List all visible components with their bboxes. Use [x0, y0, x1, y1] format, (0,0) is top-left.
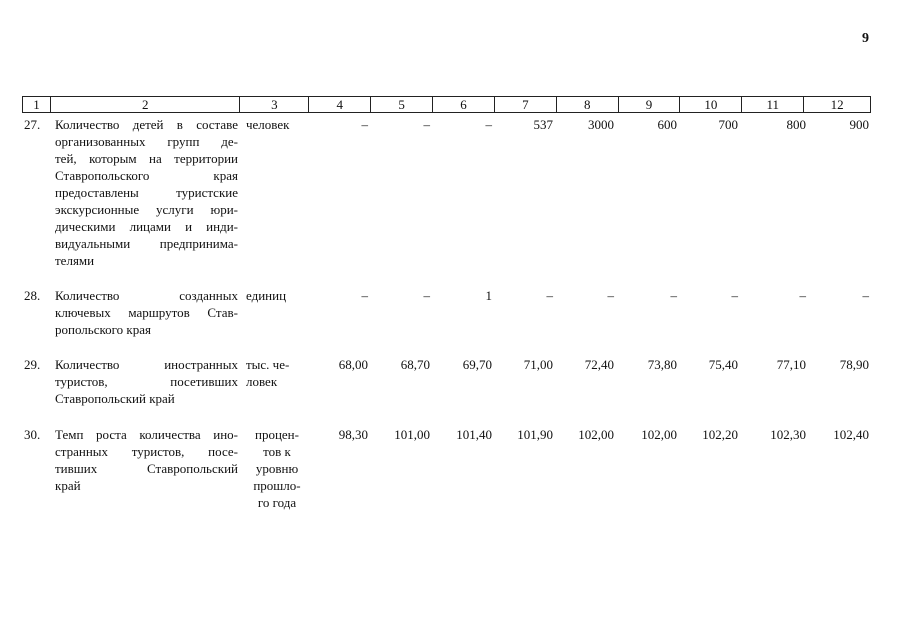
- description-line: ключевых маршрутов Став-: [55, 305, 238, 320]
- header-cell-5: 5: [371, 97, 433, 112]
- value-cell-col-10: 75,40: [708, 357, 738, 372]
- value-cell-col-11: 77,10: [776, 357, 806, 372]
- description-line: странных туристов, посе-: [55, 444, 238, 459]
- unit-of-measure: [246, 287, 308, 304]
- value-cell-col-4: –: [361, 117, 368, 132]
- row-number: 28.: [24, 288, 41, 303]
- value-cell-col-6: 69,70: [462, 357, 492, 372]
- row-number: 29.: [24, 357, 41, 372]
- value-cell-col-5: –: [423, 117, 430, 132]
- header-cell-11: 11: [742, 97, 804, 112]
- value-cell-col-9: 102,00: [641, 427, 677, 442]
- value-cell-col-12: 102,40: [833, 427, 869, 442]
- description-line: экскурсионные услуги юри-: [55, 202, 238, 217]
- value-cell-col-12: 900: [849, 117, 869, 132]
- unit-of-measure: [246, 426, 308, 511]
- value-cell-col-6: 101,40: [456, 427, 492, 442]
- value-cell-col-6: 1: [485, 288, 492, 303]
- value-cell-col-11: 102,30: [770, 427, 806, 442]
- description-line: край: [55, 478, 81, 493]
- description-line: Количество иностранных: [55, 357, 238, 372]
- indicator-description: [55, 356, 238, 407]
- unit-line: го года: [257, 495, 297, 510]
- value-cell-col-7: 101,90: [517, 427, 553, 442]
- value-cell-col-4: –: [361, 288, 368, 303]
- indicator-description: [55, 116, 238, 269]
- indicator-description: [55, 287, 238, 338]
- row-number: 30.: [24, 427, 41, 442]
- row-number: 27.: [24, 117, 41, 132]
- unit-line: прошло-: [253, 478, 301, 493]
- page-number: 9: [862, 31, 869, 46]
- indicator-description: [55, 426, 238, 494]
- unit-line: тыс. че-: [246, 357, 290, 372]
- value-cell-col-9: –: [670, 288, 677, 303]
- description-line: Темп роста количества ино-: [55, 427, 238, 442]
- unit-of-measure: [246, 116, 308, 133]
- value-cell-col-10: 700: [718, 117, 738, 132]
- header-cell-10: 10: [680, 97, 742, 112]
- description-line: видуальными предпринима-: [55, 236, 238, 251]
- header-cell-7: 7: [495, 97, 557, 112]
- unit-of-measure: [246, 356, 308, 390]
- value-cell-col-8: –: [607, 288, 614, 303]
- value-cell-col-8: 102,00: [578, 427, 614, 442]
- value-cell-col-11: –: [799, 288, 806, 303]
- value-cell-col-8: 72,40: [584, 357, 614, 372]
- unit-line: человек: [246, 117, 290, 132]
- description-line: Ставропольского края: [55, 168, 238, 183]
- header-cell-6: 6: [433, 97, 495, 112]
- value-cell-col-7: –: [546, 288, 553, 303]
- value-cell-col-12: –: [862, 288, 869, 303]
- description-line: Ставропольский край: [55, 391, 175, 406]
- description-line: ропольского края: [55, 322, 151, 337]
- value-cell-col-9: 73,80: [647, 357, 677, 372]
- description-line: предоставлены туристские: [55, 185, 238, 200]
- value-cell-col-12: 78,90: [839, 357, 869, 372]
- value-cell-col-5: –: [423, 288, 430, 303]
- value-cell-col-10: –: [731, 288, 738, 303]
- value-cell-col-9: 600: [657, 117, 677, 132]
- description-line: Количество созданных: [55, 288, 238, 303]
- unit-line: тов к: [263, 444, 291, 459]
- header-cell-8: 8: [557, 97, 619, 112]
- header-cell-1: 1: [23, 97, 51, 112]
- header-cell-3: 3: [240, 97, 309, 112]
- table-header-row: [22, 96, 871, 113]
- description-line: организованных групп де-: [55, 134, 238, 149]
- unit-line: процен-: [255, 427, 299, 442]
- value-cell-col-5: 101,00: [394, 427, 430, 442]
- value-cell-col-7: 537: [533, 117, 553, 132]
- unit-line: уровню: [255, 461, 299, 476]
- unit-line: ловек: [246, 374, 278, 389]
- description-line: дическими лицами и инди-: [55, 219, 238, 234]
- description-line: телями: [55, 253, 95, 268]
- description-line: Количество детей в составе: [55, 117, 238, 132]
- header-cell-2: 2: [51, 97, 241, 112]
- value-cell-col-8: 3000: [588, 117, 614, 132]
- value-cell-col-5: 68,70: [400, 357, 430, 372]
- description-line: туристов, посетивших: [55, 374, 238, 389]
- value-cell-col-4: 68,00: [338, 357, 368, 372]
- value-cell-col-10: 102,20: [702, 427, 738, 442]
- value-cell-col-4: 98,30: [338, 427, 368, 442]
- header-cell-9: 9: [619, 97, 681, 112]
- description-line: тей, которым на территории: [55, 151, 238, 166]
- header-cell-4: 4: [309, 97, 371, 112]
- description-line: тивших Ставропольский: [55, 461, 238, 476]
- header-cell-12: 12: [830, 97, 844, 112]
- value-cell-col-6: –: [485, 117, 492, 132]
- unit-line: единиц: [246, 288, 287, 303]
- value-cell-col-11: 800: [786, 117, 806, 132]
- value-cell-col-7: 71,00: [523, 357, 553, 372]
